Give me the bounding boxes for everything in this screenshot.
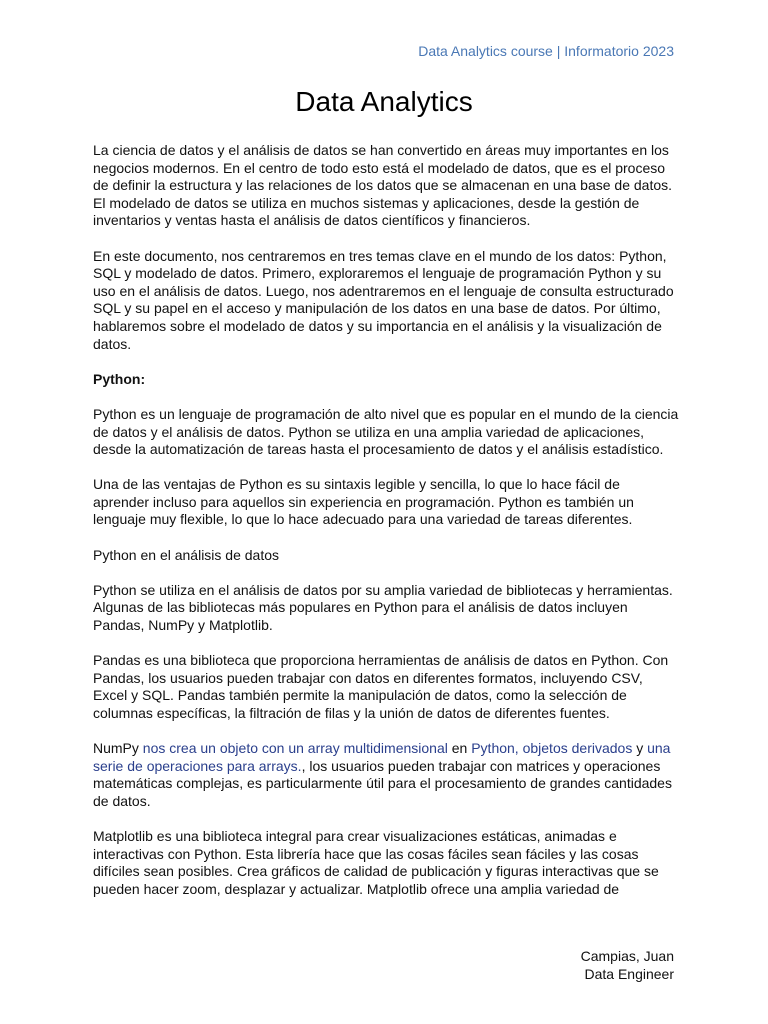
paragraph-numpy (93, 740, 679, 810)
numpy-text-5: y (632, 740, 648, 757)
paragraph-python-1: Python es un lenguaje de programación de alto nivel que es popular en el mundo de la ciencia de datos y el análisis de datos. Python se utiliza en una amplia variedad de aplicaciones, desde la automatización de tareas hasta el procesamiento de datos y el análisis estadístico. (93, 405, 679, 458)
page-footer (581, 948, 674, 983)
paragraph-python-2: Una de las ventajas de Python es su sintaxis legible y sencilla, lo que lo hace fácil de aprender incluso para aquellos sin experiencia en programación. Python es también un lenguaje muy flexible, lo que lo hace adecuado para una variedad de tareas diferentes. (93, 476, 634, 528)
paragraph-matplotlib: Matplotlib es una biblioteca integral para crear visualizaciones estáticas, animadas e interactivas con Python. Esta librería hace que las cosas fáciles sean fáciles y las cosas difíciles sean posibles. Crea gráficos de calidad de publicación y figuras interactivas que se pueden hacer zoom, desplazar y actualizar. Matplotlib ofrece una amplia variedad de (93, 828, 659, 897)
document-title: Data Analytics (295, 86, 473, 117)
numpy-text-1: NumPy (93, 740, 139, 757)
numpy-text-2: nos crea un objeto con un array multidimensional (138, 740, 452, 757)
numpy-text-4: Python, objetos derivados (471, 740, 633, 757)
section-heading-python: Python: (93, 370, 146, 387)
paragraph-intro-1: La ciencia de datos y el análisis de datos se han convertido en áreas muy importantes en los negocios modernos. En el centro de todo esto está el modelado de datos, que es el proceso de definir la estructura y las relaciones de los datos que se almacenan en una base de datos. El modelado de datos se utiliza en muchos sistemas y aplicaciones, desde la gestión de inventarios y ventas hasta el análisis de datos científicos y financieros. (93, 142, 673, 229)
paragraph-intro-2: En este documento, nos centraremos en tres temas clave en el mundo de los datos: Python, SQL y modelado de datos. Primero, exploraremos el lenguaje de programación Python y su uso en el análisis de datos. Luego, nos adentraremos en el lenguaje de consulta estructurado SQL y su papel en el acceso y manipulación de los datos en una base de datos. Por último, hablaremos sobre el modelado de datos y su importancia en el análisis y la visualización de datos. (93, 247, 674, 352)
subheading-python-analysis: Python en el análisis de datos (93, 546, 280, 563)
page-header: Data Analytics course | Informatorio 2023 (418, 43, 674, 59)
author-name: Campias, Juan (580, 948, 674, 964)
paragraph-pandas: Pandas es una biblioteca que proporciona herramientas de análisis de datos en Python. Con Pandas, los usuarios pueden trabajar con datos en diferentes formatos, incluyendo CSV, Excel y SQL. Pandas también permite la manipulación de datos, como la selección de columnas específicas, la filtración de filas y la unión de datos de diferentes fuentes. (93, 652, 669, 721)
paragraph-analysis: Python se utiliza en el análisis de datos por su amplia variedad de bibliotecas y herramientas. Algunas de las bibliotecas más populares en Python para el análisis de datos incluyen Pandas, NumPy y Matplotlib. (93, 581, 673, 634)
numpy-text-3: en (451, 740, 472, 757)
author-role: Data Engineer (584, 965, 674, 982)
document-body (93, 142, 679, 916)
numpy-text-6: una serie de operaciones para arrays. (93, 740, 671, 774)
numpy-text-7: , los usuarios pueden trabajar con matrices y operaciones matemáticas complejas, es particularmente útil para el procesamiento de grandes cantidades de datos. (93, 757, 672, 809)
